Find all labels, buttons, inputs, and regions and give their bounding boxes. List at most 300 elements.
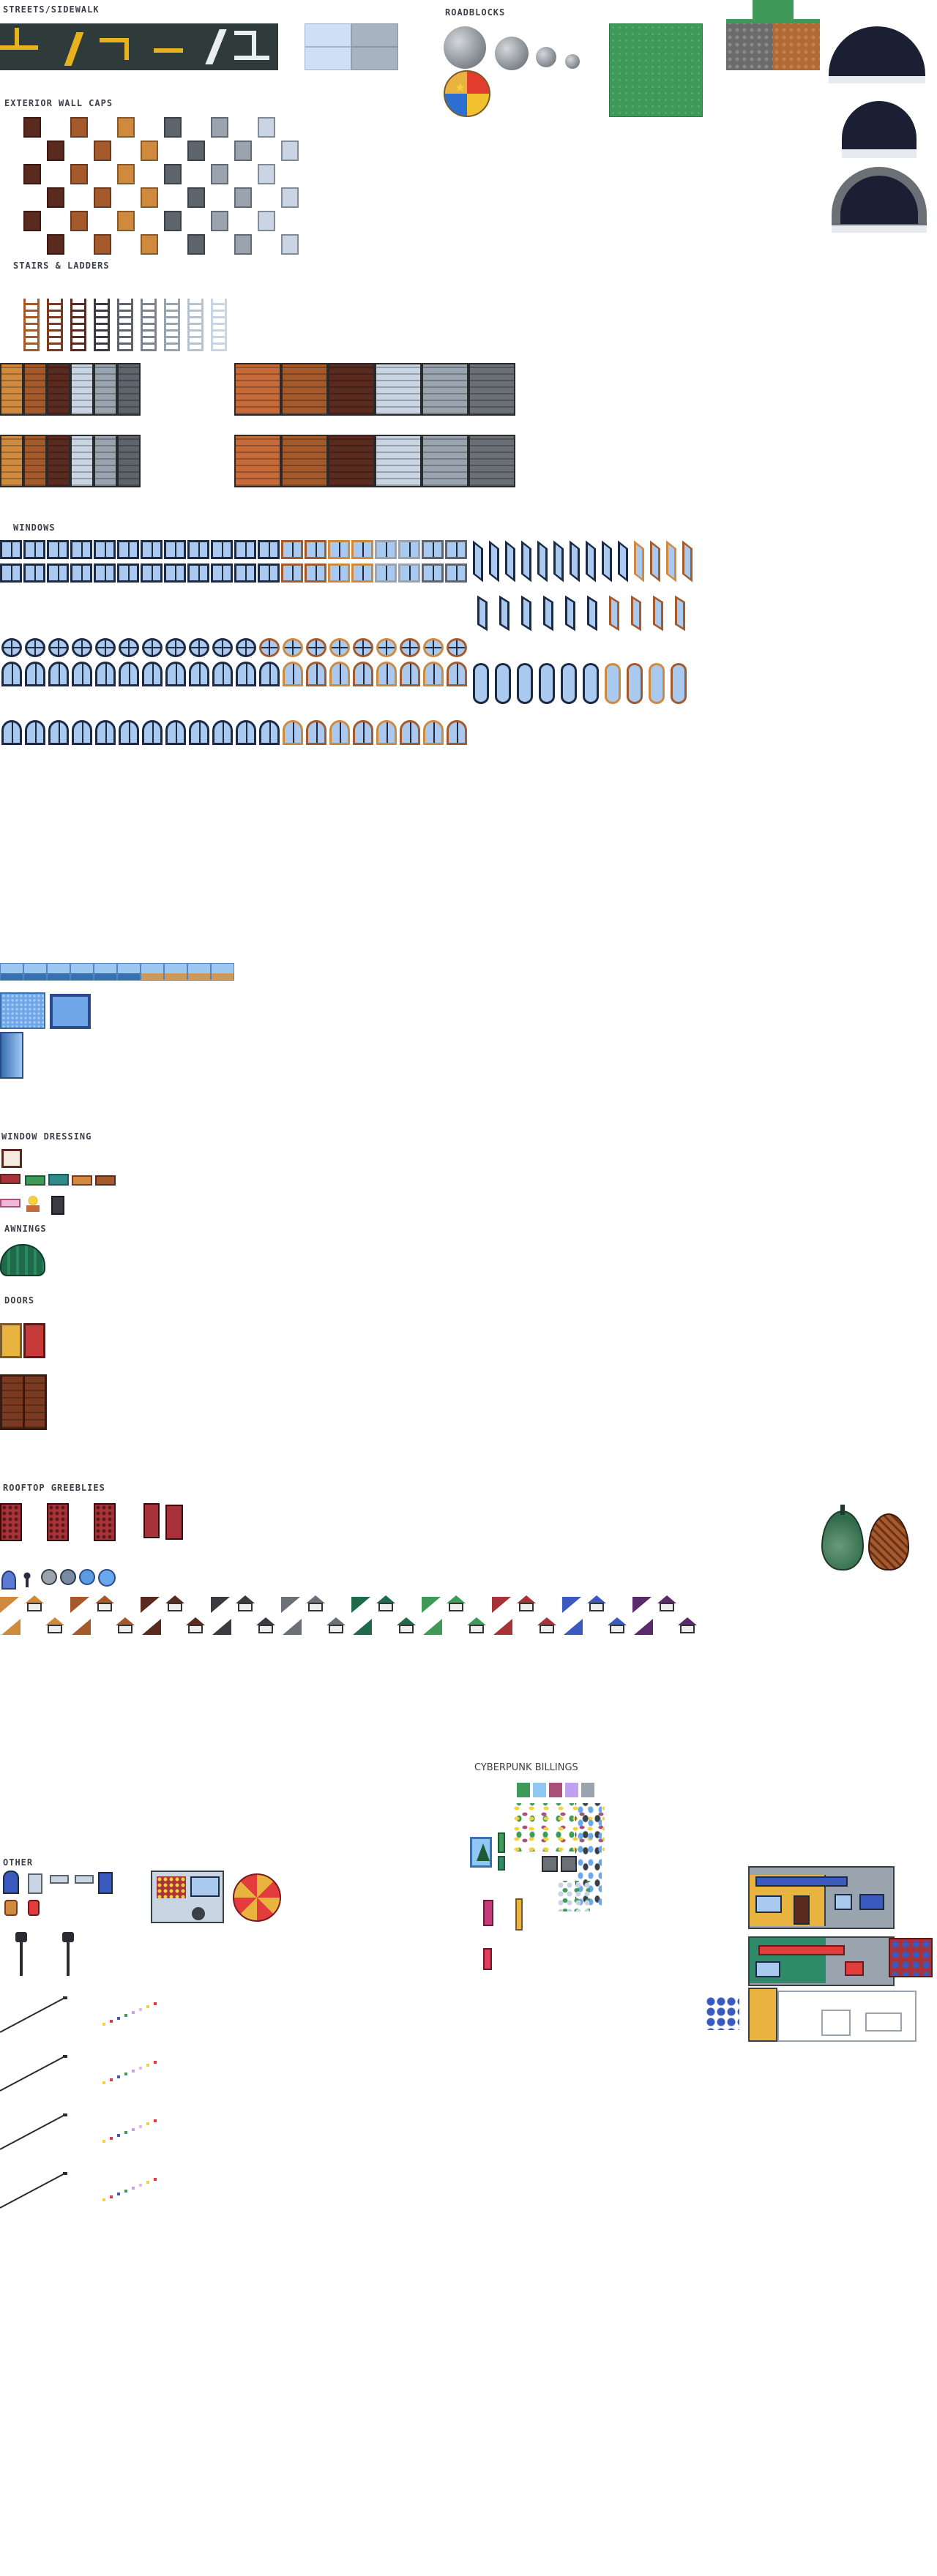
window-round	[142, 638, 163, 657]
water-edge-tile	[187, 963, 211, 981]
window-slanted	[609, 596, 619, 632]
wallcap-tile	[70, 211, 88, 231]
wallcap-tile	[23, 164, 41, 184]
window-oval	[671, 663, 687, 704]
tunnel-mouth-1	[829, 26, 925, 83]
small-sprites	[556, 1881, 590, 1912]
wallcap-tile	[94, 234, 111, 255]
pool-column	[0, 1032, 23, 1079]
fence-panel-small	[70, 363, 94, 416]
fence-panel-large	[468, 435, 515, 487]
window-oval	[583, 663, 599, 704]
neon-sign-red	[483, 1948, 492, 1970]
fence-panel-large	[422, 363, 468, 416]
window-rect	[351, 540, 373, 559]
pool-tile-pattern	[0, 992, 45, 1029]
wallcap-tile	[258, 117, 275, 138]
fence-panel-large	[375, 435, 422, 487]
wallcap-tile	[23, 117, 41, 138]
window-arched	[259, 662, 280, 686]
wallcap-tile	[47, 141, 64, 161]
fence-panel-large	[468, 363, 515, 416]
awning-green	[0, 1244, 45, 1276]
beach-umbrella	[233, 1873, 281, 1922]
hut-body	[399, 1625, 414, 1633]
window-slanted	[653, 596, 663, 632]
power-line	[0, 2173, 65, 2209]
power-lines	[0, 1991, 190, 2225]
roof-vent-hut	[537, 1617, 556, 1633]
window-rect	[0, 540, 22, 559]
wallcap-tile	[47, 234, 64, 255]
other-props	[0, 1871, 124, 1922]
window-rect	[47, 564, 69, 583]
neon-strip-green	[498, 1832, 505, 1853]
road-line-white-1	[205, 29, 226, 64]
beach-ball	[444, 70, 490, 117]
hut-body	[378, 1603, 393, 1611]
wallcap-tile	[281, 187, 299, 208]
water-edge-tile	[117, 963, 141, 981]
ac-unit	[47, 1503, 69, 1541]
window-slanted	[602, 541, 612, 583]
cart-window	[190, 1876, 220, 1897]
window-round	[72, 638, 92, 657]
shop-window-2	[835, 1894, 852, 1910]
fence-panel-large	[422, 435, 468, 487]
window-rect	[398, 540, 420, 559]
stone-side	[726, 19, 773, 70]
string-light	[124, 2131, 127, 2134]
wallcap-tile	[70, 164, 88, 184]
string-light	[139, 2125, 142, 2128]
fence-panel-small	[0, 363, 23, 416]
string-light	[132, 2187, 135, 2190]
road-line-white-4	[234, 56, 269, 60]
string-light	[102, 2140, 105, 2143]
shop-facade-orange	[748, 1988, 777, 2042]
ladder	[47, 299, 63, 351]
window-arched	[353, 662, 373, 686]
door-red	[23, 1323, 45, 1358]
satellite-dish-2	[60, 1569, 76, 1585]
road-line-white-3	[252, 31, 256, 57]
wallcap-tile	[211, 164, 228, 184]
fence-panel-small	[94, 435, 117, 487]
onion-dome-brown	[868, 1513, 909, 1570]
fence-panel-small	[23, 363, 47, 416]
window-slanted	[618, 541, 628, 583]
shop-outline-window-2	[865, 2012, 902, 2032]
window-rect	[328, 540, 350, 559]
fence-panel-small	[47, 363, 70, 416]
window-rect	[305, 540, 326, 559]
window-arched	[447, 720, 467, 745]
brick-wall-circles	[889, 1938, 933, 1977]
window-round	[329, 638, 350, 657]
roof-wedge	[492, 1597, 511, 1613]
string-light	[146, 2005, 149, 2008]
wallcap-tile	[234, 141, 252, 161]
hut-body	[660, 1603, 674, 1611]
string-light	[117, 2134, 120, 2137]
string-light	[154, 2002, 157, 2005]
window-rect	[117, 540, 139, 559]
window-rect	[422, 564, 444, 583]
planter-box-orange	[72, 1175, 92, 1186]
street-lamp-2	[64, 1932, 72, 1976]
window-round	[95, 638, 116, 657]
window-rect	[258, 540, 280, 559]
window-arched	[142, 720, 163, 745]
cyberpunk-sprites	[466, 1778, 627, 1976]
boulder-small	[536, 47, 556, 67]
wallcap-tile	[141, 187, 158, 208]
window-rect	[258, 564, 280, 583]
wallcap-tile	[164, 164, 182, 184]
storefront-3	[748, 1988, 917, 2046]
shop-outline-window	[821, 2010, 851, 2036]
tunnel-inner	[840, 176, 918, 224]
wallcap-tile	[211, 117, 228, 138]
hut-body	[48, 1625, 62, 1633]
string-light	[146, 2064, 149, 2067]
bag-orange	[4, 1900, 18, 1916]
section-label-awnings: AWNINGS	[4, 1224, 47, 1234]
window-rect	[281, 564, 303, 583]
roof-wedge	[0, 1597, 19, 1613]
window-round	[423, 638, 444, 657]
fence-panel-small	[117, 363, 141, 416]
window-oval	[605, 663, 621, 704]
roof-vent-hut	[256, 1617, 275, 1633]
tunnel-mouth-2	[842, 101, 917, 158]
roof-vent-hut	[397, 1617, 416, 1633]
window-arched	[283, 662, 303, 686]
string-light	[132, 2128, 135, 2131]
section-label-doors: DOORS	[4, 1295, 35, 1306]
roof-vent-hut	[45, 1617, 64, 1633]
wallcap-tile	[281, 234, 299, 255]
grass-edge	[726, 19, 820, 23]
wallcap-tile	[281, 141, 299, 161]
window-arched	[142, 662, 163, 686]
window-slanted	[565, 596, 575, 632]
window-arched	[212, 720, 233, 745]
window-slanted	[631, 596, 641, 632]
sidewalk-tile	[351, 23, 398, 47]
tree-icon	[477, 1843, 490, 1861]
window-slanted	[521, 596, 531, 632]
shop-window-3	[859, 1894, 884, 1910]
window-arched	[72, 720, 92, 745]
lamp-pole	[67, 1942, 70, 1976]
boulder-medium	[495, 37, 529, 70]
window-rect	[70, 540, 92, 559]
window-rect	[141, 540, 163, 559]
hut-body	[540, 1625, 554, 1633]
sign-pink	[0, 1199, 20, 1208]
window-arched	[25, 720, 45, 745]
string-light	[124, 2073, 127, 2075]
window-oval	[539, 663, 555, 704]
window-slanted	[537, 541, 548, 583]
water-edge-tile	[0, 963, 23, 981]
window-arched	[376, 720, 397, 745]
roof-wedge	[212, 1619, 231, 1635]
window-slanted	[505, 541, 515, 583]
window-arched	[48, 720, 69, 745]
lamp-head	[15, 1932, 27, 1942]
planter-box-brick	[95, 1175, 116, 1186]
window-arched	[423, 662, 444, 686]
tunnel-road	[832, 225, 927, 233]
window-slanted	[543, 596, 553, 632]
roof-wedge	[422, 1597, 441, 1613]
window-rect	[211, 540, 233, 559]
onion-dome-green	[821, 1510, 864, 1570]
road-line-yellow-2	[15, 28, 19, 50]
storefront-1	[748, 1866, 895, 1929]
roof-vent-hut	[236, 1595, 255, 1611]
wallcap-tile	[141, 234, 158, 255]
satellite-dish-4	[98, 1569, 116, 1587]
window-round	[165, 638, 186, 657]
window-rect	[422, 540, 444, 559]
shop-window-2	[845, 1961, 864, 1976]
wallcap-tile	[117, 117, 135, 138]
window-rect	[187, 540, 209, 559]
window-rect	[47, 540, 69, 559]
grass-tile	[609, 23, 703, 117]
window-slanted	[682, 541, 693, 583]
hut-body	[469, 1625, 484, 1633]
star-icon: ★	[455, 78, 466, 96]
window-round	[189, 638, 209, 657]
window-oval	[561, 663, 577, 704]
water-edge-tile	[70, 963, 94, 981]
window-oval	[627, 663, 643, 704]
fence-panel-small	[117, 435, 141, 487]
door-yellow	[0, 1323, 22, 1358]
window-slanted	[521, 541, 531, 583]
shop-window	[755, 1961, 780, 1977]
windows-area	[0, 539, 732, 751]
roof-wedge	[72, 1619, 91, 1635]
roof-vent-hut	[306, 1595, 325, 1611]
window-arched	[329, 662, 350, 686]
roof-vent-hut	[95, 1595, 114, 1611]
planter-box-green	[25, 1175, 45, 1186]
string-light	[117, 2017, 120, 2020]
roof-wedge	[564, 1619, 583, 1635]
fence-panel-small	[23, 435, 47, 487]
shop-window	[755, 1895, 782, 1913]
fence-group	[0, 363, 527, 518]
neon-strip-green-2	[498, 1856, 505, 1871]
ladder-row	[23, 299, 234, 351]
string-light	[139, 2067, 142, 2070]
roof-wedge	[211, 1597, 230, 1613]
ladder	[141, 299, 157, 351]
road-line-yellow-6	[154, 48, 183, 53]
water-edge-tile	[164, 963, 187, 981]
ac-unit	[94, 1503, 116, 1541]
door-divider	[23, 1377, 25, 1428]
window-arched	[400, 662, 420, 686]
window-arched	[72, 662, 92, 686]
string-light	[110, 2195, 113, 2198]
blue-circle-cluster	[706, 1996, 739, 2030]
window-oval	[517, 663, 533, 704]
sidewalk-tile	[351, 47, 398, 70]
street-sign	[28, 1873, 42, 1894]
window-rect	[164, 540, 186, 559]
wallcap-tile	[234, 187, 252, 208]
window-arched	[283, 720, 303, 745]
hut-body	[680, 1625, 695, 1633]
double-door-wood	[0, 1374, 47, 1430]
boulder-tiny	[565, 54, 580, 69]
string-light	[110, 2020, 113, 2023]
water-edge-tile	[23, 963, 47, 981]
roof-wedge	[562, 1597, 581, 1613]
section-label-windows: WINDOWS	[13, 523, 56, 533]
window-slanted	[634, 541, 644, 583]
sidewalk-tile	[305, 47, 351, 70]
window-round	[400, 638, 420, 657]
wallcap-grid	[23, 117, 305, 258]
wallcap-tile	[94, 187, 111, 208]
hut-body	[238, 1603, 253, 1611]
hut-body	[308, 1603, 323, 1611]
window-rect	[445, 540, 467, 559]
neon-sign-orange	[515, 1898, 523, 1931]
roof-wedge	[1, 1619, 20, 1635]
window-arched	[353, 720, 373, 745]
roof-huts-row	[0, 1592, 922, 1641]
pool-small	[50, 994, 91, 1029]
string-light	[146, 2122, 149, 2125]
window-arched	[165, 720, 186, 745]
window-arched	[212, 662, 233, 686]
planter-box-teal	[48, 1174, 69, 1186]
ladder	[94, 299, 110, 351]
hut-body	[188, 1625, 203, 1633]
blind-panel	[51, 1196, 64, 1215]
window-rect	[94, 540, 116, 559]
neon-sign-pink	[483, 1900, 493, 1926]
wallcap-tile	[164, 117, 182, 138]
fence-panel-large	[281, 435, 328, 487]
section-label-cyberpunk: CYBERPUNK BILLINGS	[474, 1762, 578, 1773]
sign-post	[50, 1875, 69, 1884]
string-light	[124, 2014, 127, 2017]
antenna-person	[19, 1572, 35, 1591]
string-light	[124, 2190, 127, 2193]
string-light	[117, 2075, 120, 2078]
window-round	[48, 638, 69, 657]
dome-tip	[840, 1505, 845, 1515]
window-arched	[165, 662, 186, 686]
lamp-head	[62, 1932, 74, 1942]
window-slanted	[666, 541, 676, 583]
power-line	[0, 1997, 65, 2033]
roof-wedge	[283, 1619, 302, 1635]
string-light	[154, 2178, 157, 2181]
roof-wedge	[142, 1619, 161, 1635]
dirt-side	[773, 19, 820, 70]
window-arched	[119, 720, 139, 745]
window-rect	[117, 564, 139, 583]
window-round	[306, 638, 326, 657]
fence-panel-large	[234, 435, 281, 487]
window-oval	[495, 663, 511, 704]
roof-wedge	[70, 1597, 89, 1613]
screen-panel	[542, 1856, 558, 1872]
window-rect	[187, 564, 209, 583]
window-rect	[94, 564, 116, 583]
hut-body	[449, 1603, 463, 1611]
hut-body	[258, 1625, 273, 1633]
string-light	[146, 2181, 149, 2184]
window-rect	[328, 564, 350, 583]
roof-vent-hut	[25, 1595, 44, 1611]
wallcap-tile	[141, 141, 158, 161]
window-slanted	[570, 541, 580, 583]
window-rect	[351, 564, 373, 583]
sign-post-2	[75, 1875, 94, 1884]
window-slanted	[477, 596, 488, 632]
section-label-streets: STREETS/SIDEWALK	[3, 4, 100, 15]
window-rect	[211, 564, 233, 583]
section-label-stairs: STAIRS & LADDERS	[13, 261, 110, 271]
roof-wedge	[423, 1619, 442, 1635]
string-light	[117, 2193, 120, 2195]
window-arched	[95, 720, 116, 745]
boulder-large	[444, 26, 486, 69]
roof-vent-hut	[165, 1595, 184, 1611]
antenna-blue	[1, 1570, 16, 1590]
window-slanted	[473, 541, 483, 583]
billboard-tree	[470, 1837, 492, 1868]
string-light	[139, 2008, 142, 2011]
hut-body	[97, 1603, 112, 1611]
tunnel-mouth-3	[832, 167, 927, 233]
lamp-pole	[20, 1942, 23, 1976]
string-light	[102, 2198, 105, 2201]
string-light	[154, 2119, 157, 2122]
ac-unit	[0, 1503, 22, 1541]
cart-menu	[157, 1876, 186, 1898]
sidewalk-tile	[305, 23, 351, 47]
water-edge-tile	[47, 963, 70, 981]
road-line-yellow-5	[124, 38, 129, 60]
window-arched	[1, 662, 22, 686]
window-slanted	[489, 541, 499, 583]
line-post	[63, 1996, 67, 1999]
window-round	[259, 638, 280, 657]
power-line	[0, 2056, 65, 2092]
wallcap-tile	[47, 187, 64, 208]
window-oval	[473, 663, 489, 704]
screen-panel-2	[561, 1856, 577, 1872]
wallcap-tile	[94, 141, 111, 161]
roof-vent-hut	[116, 1617, 135, 1633]
hut-body	[118, 1625, 132, 1633]
window-round	[447, 638, 467, 657]
window-arched	[376, 662, 397, 686]
